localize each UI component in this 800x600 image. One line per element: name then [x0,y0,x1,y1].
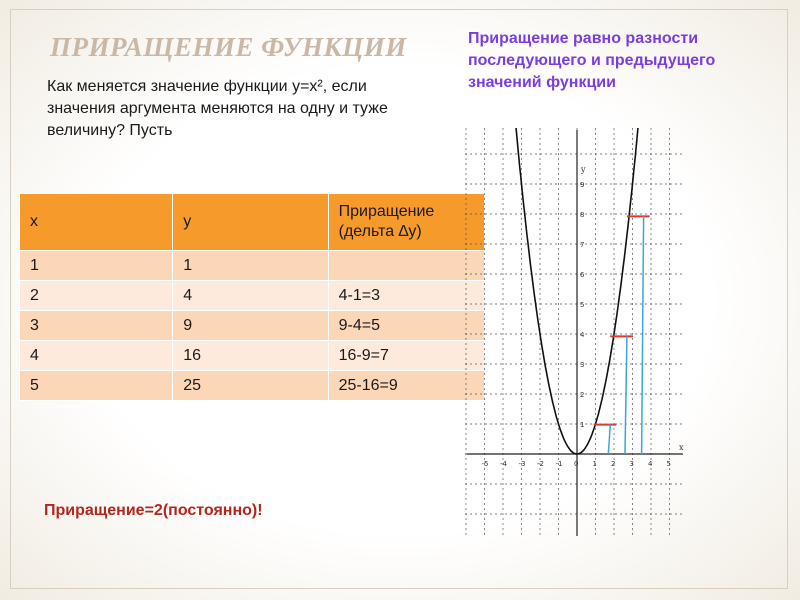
x-tick-label: -5 [481,460,489,468]
table-row [20,341,485,371]
increment-definition: Приращение равно разности последующего и предыдущего значений функции [468,30,716,91]
cell-x: 2 [20,281,173,311]
cell-y: 4 [173,281,328,311]
parabola-graph [465,128,687,540]
y-tick-label: 7 [580,241,585,249]
question-text: Как меняется значение функции y=x², если значения аргумента меняются на одну и туже величину? Пусть [47,78,388,139]
y-tick-label: 5 [580,301,585,309]
x-tick-label: -4 [500,460,507,468]
header-x: x [20,194,173,251]
cell-x: 3 [20,311,173,341]
x-axis-label: x [679,443,684,452]
header-increment: Приращение (дельта ∆y) [328,194,484,251]
cell-increment: 25-16=9 [328,371,484,401]
x-tick-label: 2 [611,460,616,468]
cell-x: 1 [20,251,173,281]
x-tick-label: -3 [518,460,526,468]
values-table [19,193,485,401]
cell-y: 16 [173,341,328,371]
y-axis-label: y [581,165,586,174]
x-tick-label: 0 [574,460,579,468]
x-tick-label: 4 [648,460,653,468]
cell-increment: 9-4=5 [328,311,484,341]
cell-y: 9 [173,311,328,341]
cell-y: 25 [173,371,328,401]
y-tick-label: 3 [580,361,585,369]
y-tick-label: 9 [580,181,585,189]
x-tick-label: 1 [592,460,597,468]
x-tick-label: -1 [555,460,563,468]
cell-x: 4 [20,341,173,371]
x-tick-label: 5 [666,460,671,468]
x-tick-label: 3 [629,460,634,468]
cell-increment: 16-9=7 [328,341,484,371]
table-row [20,371,485,401]
conclusion-text: Приращение=2(постоянно)! [44,502,263,519]
cell-increment [328,251,484,281]
increment-vertical [608,425,610,454]
cell-x: 5 [20,371,173,401]
increment-vertical [642,216,644,454]
y-tick-label: 1 [580,421,585,429]
table-header-row [20,194,485,251]
y-tick-label: 8 [580,211,585,219]
table-row [20,281,485,311]
table-row [20,251,485,281]
y-tick-label: 4 [580,331,585,339]
y-tick-label: 6 [580,271,585,279]
increment-vertical [625,336,627,454]
x-tick-label: -2 [537,460,544,468]
y-tick-label: 2 [580,391,585,399]
header-y: y [173,194,328,251]
cell-increment: 4-1=3 [328,281,484,311]
slide-title: ПРИРАЩЕНИЕ ФУНКЦИИ [50,32,407,62]
table-row [20,311,485,341]
cell-y: 1 [173,251,328,281]
